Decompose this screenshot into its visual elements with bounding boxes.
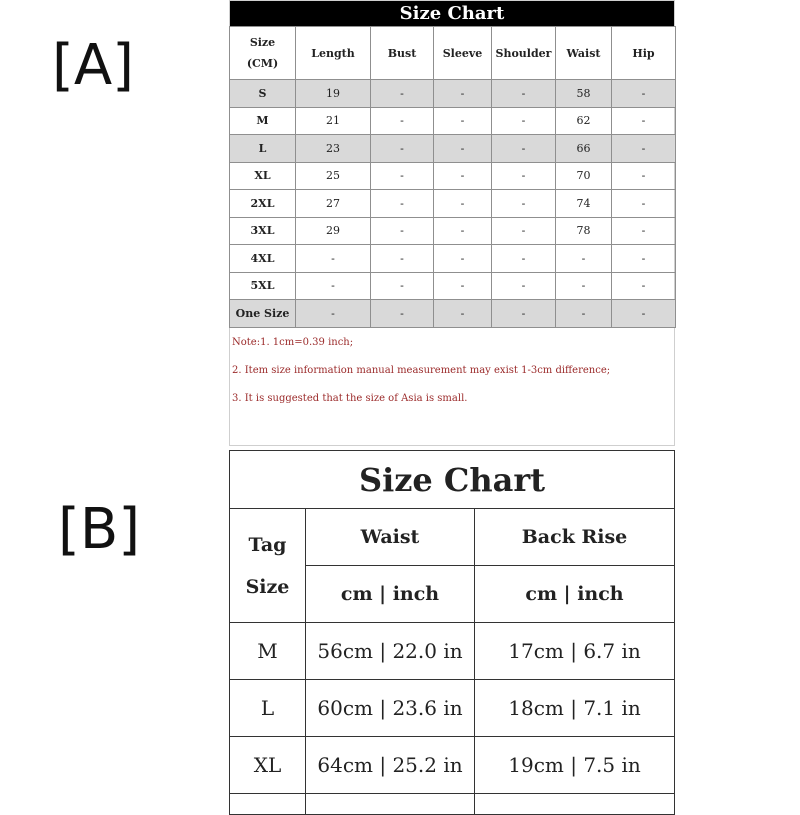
table-cell: -: [612, 135, 676, 163]
table-cell: -: [492, 107, 556, 135]
table-cell: -: [371, 80, 434, 108]
column-header: Sleeve: [434, 27, 492, 80]
chart-b-title: Size Chart: [230, 451, 675, 509]
table-cell: -: [371, 245, 434, 273]
table-cell: -: [492, 245, 556, 273]
table-row: [230, 737, 675, 794]
table-row: [230, 623, 675, 680]
size-label: Size: [245, 575, 290, 598]
table-cell: -: [556, 300, 612, 328]
size-cell: 5XL: [230, 272, 296, 300]
table-cell: -: [371, 217, 434, 245]
size-cell: L: [230, 135, 296, 163]
table-cell: 66: [556, 135, 612, 163]
table-cell: 78: [556, 217, 612, 245]
table-cell: -: [612, 300, 676, 328]
table-cell: -: [296, 245, 371, 273]
table-cell: -: [371, 190, 434, 218]
table-cell: 19: [296, 80, 371, 108]
back-rise-cell: 17cm | 6.7 in: [475, 623, 675, 680]
table-cell: -: [492, 190, 556, 218]
table-cell: -: [492, 272, 556, 300]
table-cell: -: [612, 272, 676, 300]
table-cell: -: [556, 272, 612, 300]
table-cell: 25: [296, 162, 371, 190]
table-cell: -: [434, 135, 492, 163]
notes: [230, 328, 674, 420]
panel-b-label: [B]: [58, 497, 141, 562]
table-row: [230, 300, 676, 328]
table-cell: -: [434, 162, 492, 190]
table-cell: 74: [556, 190, 612, 218]
column-header: Shoulder: [492, 27, 556, 80]
table-cell: -: [296, 300, 371, 328]
table-cell: -: [371, 162, 434, 190]
waist-cell: 64cm | 25.2 in: [306, 737, 475, 794]
size-cell: 2XL: [230, 190, 296, 218]
size-cell: M: [230, 107, 296, 135]
table-cell: -: [434, 300, 492, 328]
table-cell: 21: [296, 107, 371, 135]
waist-cell: 60cm | 23.6 in: [306, 680, 475, 737]
table-cell: -: [492, 135, 556, 163]
size-cell: 3XL: [230, 217, 296, 245]
table-cell: [230, 794, 306, 815]
table-cell: -: [434, 245, 492, 273]
tag-label: Tag: [248, 533, 287, 556]
table-cell: [475, 794, 675, 815]
table-cell: -: [612, 80, 676, 108]
table-cell: -: [371, 300, 434, 328]
table-cell: 29: [296, 217, 371, 245]
table-cell: -: [434, 107, 492, 135]
size-cell: L: [230, 680, 306, 737]
table-cell: -: [556, 245, 612, 273]
table-cell: 27: [296, 190, 371, 218]
table-cell: -: [434, 272, 492, 300]
back-rise-header: Back Rise: [475, 509, 675, 566]
table-row: [230, 162, 676, 190]
size-cell: One Size: [230, 300, 296, 328]
chart-a-title: Size Chart: [230, 1, 674, 26]
table-row: [230, 245, 676, 273]
column-header: Bust: [371, 27, 434, 80]
table-cell: -: [612, 190, 676, 218]
column-header: Waist: [556, 27, 612, 80]
table-row: [230, 80, 676, 108]
table-cell: -: [296, 272, 371, 300]
size-chart-a: [229, 0, 675, 446]
table-cell: -: [434, 190, 492, 218]
size-cell: XL: [230, 737, 306, 794]
waist-header: Waist: [306, 509, 475, 566]
note-text: Note:1. 1cm=0.39 inch;: [232, 336, 354, 348]
table-a-header-row: [230, 27, 676, 80]
back-rise-unit-header: cm | inch: [475, 566, 675, 623]
table-cell: 23: [296, 135, 371, 163]
table-cell: -: [612, 162, 676, 190]
table-row: [230, 680, 675, 737]
note-text: 3. It is suggested that the size of Asia is small.: [232, 392, 468, 404]
table-row: [230, 217, 676, 245]
waist-unit-header: cm | inch: [306, 566, 475, 623]
table-cell: -: [434, 80, 492, 108]
size-cell: M: [230, 623, 306, 680]
back-rise-cell: 19cm | 7.5 in: [475, 737, 675, 794]
note-text: 2. Item size information manual measurement may exist 1-3cm difference;: [232, 364, 611, 376]
size-table-b: [229, 450, 675, 815]
column-header: Hip: [612, 27, 676, 80]
tag-size-header: [230, 509, 306, 623]
size-column-header: [230, 27, 296, 80]
back-rise-cell: 18cm | 7.1 in: [475, 680, 675, 737]
table-row: [230, 135, 676, 163]
size-header-unit: (CM): [246, 57, 279, 70]
table-cell: -: [492, 217, 556, 245]
table-cell: -: [612, 107, 676, 135]
table-cell: -: [492, 300, 556, 328]
table-row: [230, 107, 676, 135]
table-cell: 62: [556, 107, 612, 135]
table-cell: 70: [556, 162, 612, 190]
size-cell: 4XL: [230, 245, 296, 273]
size-cell: S: [230, 80, 296, 108]
column-header: Length: [296, 27, 371, 80]
table-cell: -: [371, 107, 434, 135]
panel-a-label: [A]: [52, 33, 135, 98]
table-cell: -: [492, 162, 556, 190]
size-chart-b: [229, 450, 675, 810]
size-cell: XL: [230, 162, 296, 190]
table-row: [230, 190, 676, 218]
table-cell: -: [492, 80, 556, 108]
table-cell: -: [371, 135, 434, 163]
table-cell: -: [612, 217, 676, 245]
table-row: [230, 272, 676, 300]
waist-cell: 56cm | 22.0 in: [306, 623, 475, 680]
table-cell: [306, 794, 475, 815]
table-cell: -: [434, 217, 492, 245]
size-header-label: Size: [249, 36, 276, 49]
table-cell: -: [371, 272, 434, 300]
table-cell: -: [612, 245, 676, 273]
size-table-a: [229, 26, 676, 328]
table-cell: 58: [556, 80, 612, 108]
